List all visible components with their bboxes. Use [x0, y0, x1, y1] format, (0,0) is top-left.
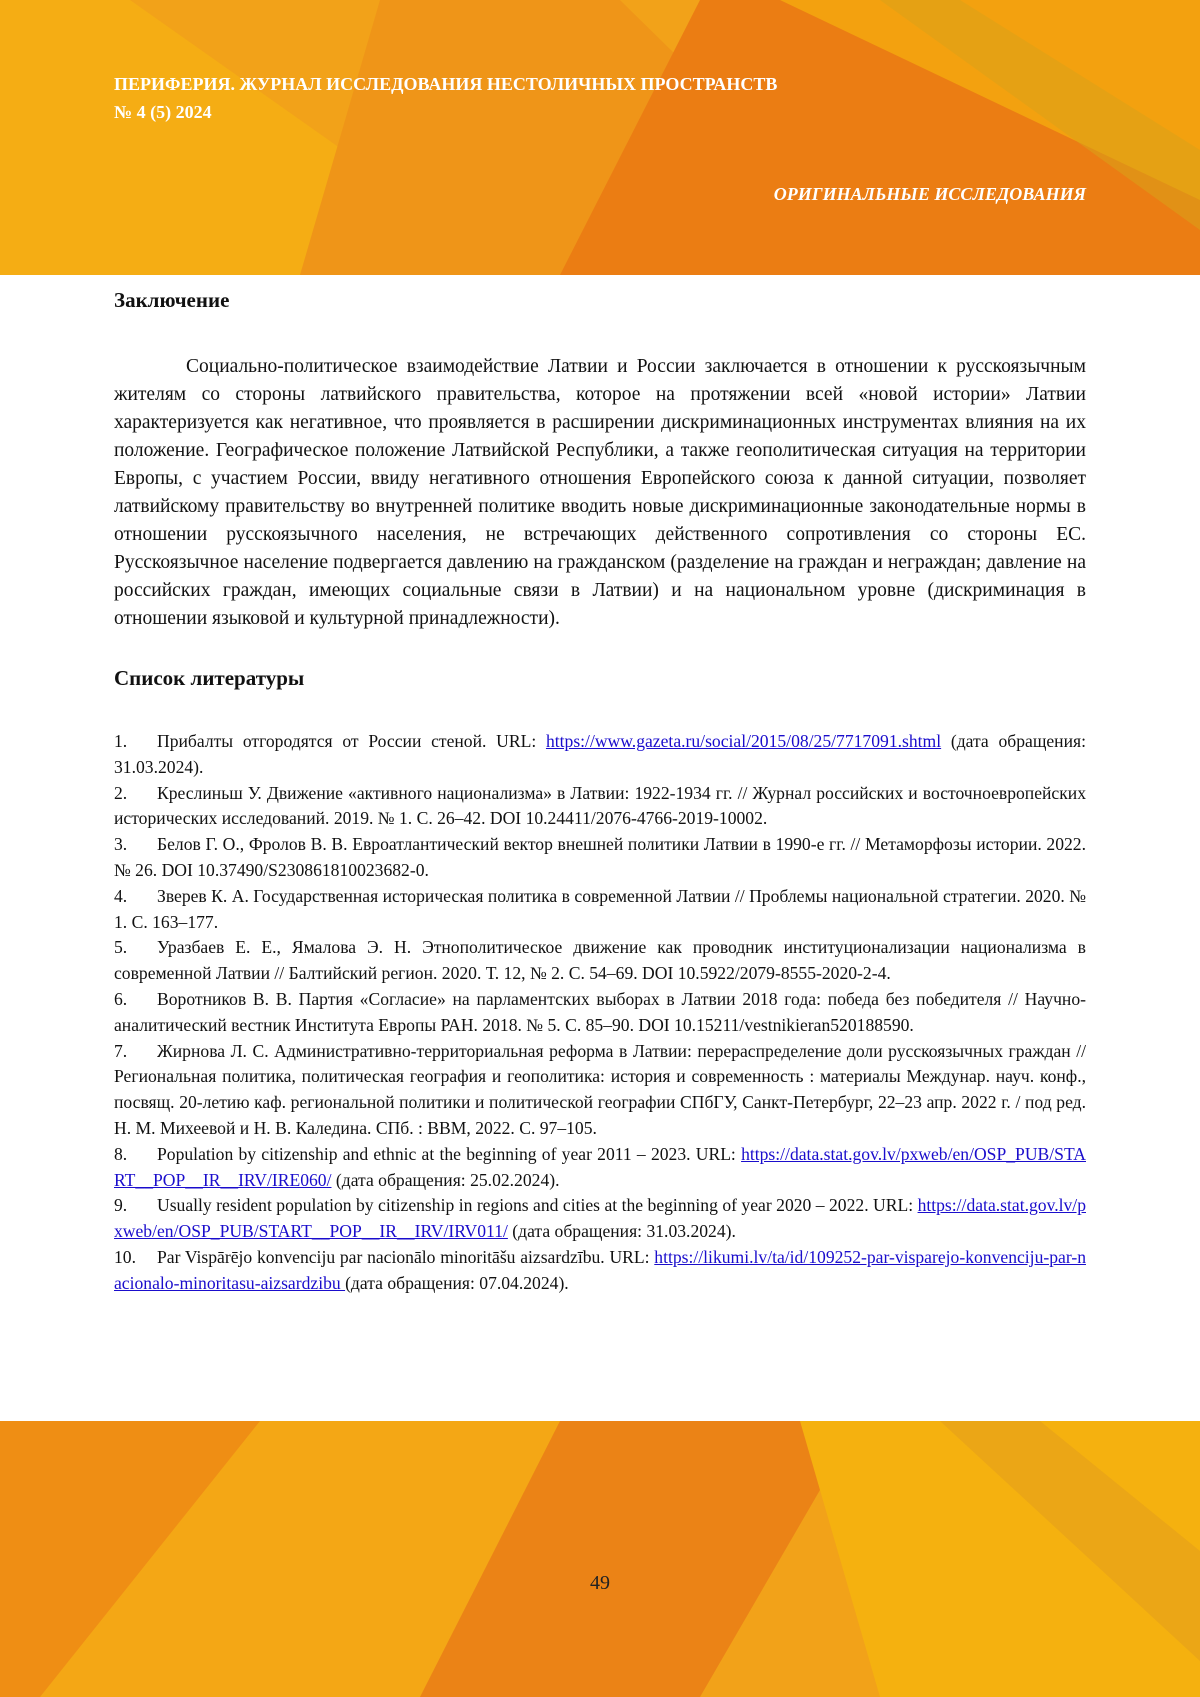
- reference-text: Population by citizenship and ethnic at the beginning of year 2011 – 2023. URL:: [157, 1143, 742, 1164]
- header-background-graphic: [0, 0, 1200, 275]
- reference-item: [114, 1039, 1086, 1142]
- reference-item: [114, 781, 1086, 833]
- conclusion-paragraph: Социально-политическое взаимодействие Латвии и России заключается в отношении к русскоязычным жителям со стороны латвийского правительства, которое на протяжении всей «новой истории» Латвии характеризуется как негативное, что проявляется в расширении дискриминационных инструментах влияния на их положение. Географическое положение Латвийской Республики, а также геополитическая ситуация на территории Европы, с участием России, ввиду негативного отношения Европейского союза к данной ситуации, позволяет латвийскому правительству во внутренней политике вводить новые дискриминационные законодательные нормы в отношении русскоязычного населения, не встречающих действенного сопротивления со стороны ЕС. Русскоязычное население подвергается давлению на гражданском (разделение на граждан и неграждан; давление на российских граждан, имеющих социальные связи в Латвии) и на национальном уровне (дискриминация в отношении языковой и культурной принадлежности).: [114, 356, 1086, 629]
- reference-item: [114, 1245, 1086, 1297]
- reference-item: [114, 884, 1086, 936]
- reference-link[interactable]: https://likumi.lv/ta/id/109252-par-visparejo-konvenciju-par-nacionalo-minoritasu-aizsardzibu: [114, 1246, 1086, 1293]
- reference-access-date: (дата обращения: 31.03.2024).: [507, 1221, 736, 1242]
- journal-issue: № 4 (5) 2024: [114, 102, 212, 122]
- reference-number: 4.: [114, 885, 128, 906]
- header-band: [0, 0, 1200, 275]
- reference-item: [114, 1142, 1086, 1194]
- reference-text: Зверев К. А. Государственная историческая политика в современной Латвии // Проблемы национальной стратегии. 2020. № 1. С. 163–177.: [114, 885, 1086, 932]
- reference-item: [114, 832, 1086, 884]
- reference-number: 7.: [114, 1040, 128, 1061]
- reference-number: 3.: [114, 834, 128, 855]
- reference-number: 2.: [114, 782, 128, 803]
- reference-number: 5.: [114, 937, 128, 958]
- reference-access-date: (дата обращения: 07.04.2024).: [345, 1272, 569, 1293]
- reference-link[interactable]: https://data.stat.gov.lv/pxweb/en/OSP_PUB/START__POP__IR__IRV/IRE060/: [114, 1143, 1086, 1190]
- reference-text: Уразбаев Е. Е., Ямалова Э. Н. Этнополитическое движение как проводник институционализации национализма в современной Латвии // Балтийский регион. 2020. Т. 12, № 2. С. 54–69. DOI 10.5922/2079-8555-2020-2-4.: [114, 937, 1086, 984]
- reference-number: 10.: [114, 1246, 136, 1267]
- reference-text: Воротников В. В. Партия «Согласие» на парламентских выборах в Латвии 2018 года: победа без победителя // Научно-аналитический вестник Института Европы РАН. 2018. № 5. С. 85–90. DOI 10.15211/vestnikieran520188590.: [114, 988, 1086, 1035]
- footer-background-graphic: [0, 1421, 1200, 1697]
- article-content: [114, 285, 1086, 1297]
- reference-text: Прибалты отгородятся от России стеной. URL:: [157, 731, 546, 751]
- reference-item: [114, 729, 1086, 781]
- reference-number: 9.: [114, 1195, 128, 1216]
- page-number: 49: [590, 1572, 610, 1594]
- reference-item: [114, 935, 1086, 987]
- conclusion-heading: Заключение: [114, 288, 230, 312]
- reference-access-date: (дата обращения: 31.03.2024).: [114, 731, 1086, 777]
- reference-text: Креслиньш У. Движение «активного национализма» в Латвии: 1922-1934 гг. // Журнал российских и восточноевропейских исторических исследований. 2019. № 1. С. 26–42. DOI 10.24411/2076-4766-2019-10002.: [114, 782, 1086, 829]
- reference-number: 1.: [114, 731, 128, 751]
- reference-number: 8.: [114, 1143, 128, 1164]
- reference-link[interactable]: https://data.stat.gov.lv/pxweb/en/OSP_PUB/START__POP__IR__IRV/IRV011/: [114, 1195, 1086, 1242]
- section-label: ОРИГИНАЛЬНЫЕ ИССЛЕДОВАНИЯ: [773, 184, 1086, 204]
- reference-access-date: (дата обращения: 25.02.2024).: [331, 1169, 560, 1190]
- reference-number: 6.: [114, 988, 128, 1009]
- reference-item: [114, 987, 1086, 1039]
- reference-text: Par Vispārējo konvenciju par nacionālo minoritāšu aizsardzību. URL:: [157, 1246, 655, 1267]
- journal-title: ПЕРИФЕРИЯ. ЖУРНАЛ ИССЛЕДОВАНИЯ НЕСТОЛИЧНЫХ ПРОСТРАНСТВ: [114, 74, 778, 94]
- journal-info: [114, 70, 777, 126]
- footer-band: [0, 1421, 1200, 1697]
- reference-link[interactable]: https://www.gazeta.ru/social/2015/08/25/7717091.shtml: [545, 731, 942, 751]
- references-list: [114, 729, 1086, 1297]
- references-heading: Список литературы: [114, 666, 305, 690]
- reference-text: Белов Г. О., Фролов В. В. Евроатлантический вектор внешней политики Латвии в 1990-е гг. // Метаморфозы истории. 2022. № 26. DOI 10.37490/S230861810023682-0.: [114, 834, 1086, 880]
- reference-text: Usually resident population by citizenship in regions and cities at the beginning of year 2020 – 2022. URL:: [157, 1195, 918, 1216]
- reference-item: [114, 1193, 1086, 1245]
- reference-text: Жирнова Л. С. Административно-территориальная реформа в Латвии: перераспределение доли русскоязычных граждан // Региональная политика, политическая география и геополитика: история и современность : материалы Междунар. науч. конф., посвящ. 20-летию каф. региональной политики и политической географии СПбГУ, Санкт-Петербург, 22–23 апр. 2022 г. / под ред. Н. М. Михеевой и Н. В. Каледина. СПб. : ВВМ, 2022. С. 97–105.: [114, 1040, 1086, 1138]
